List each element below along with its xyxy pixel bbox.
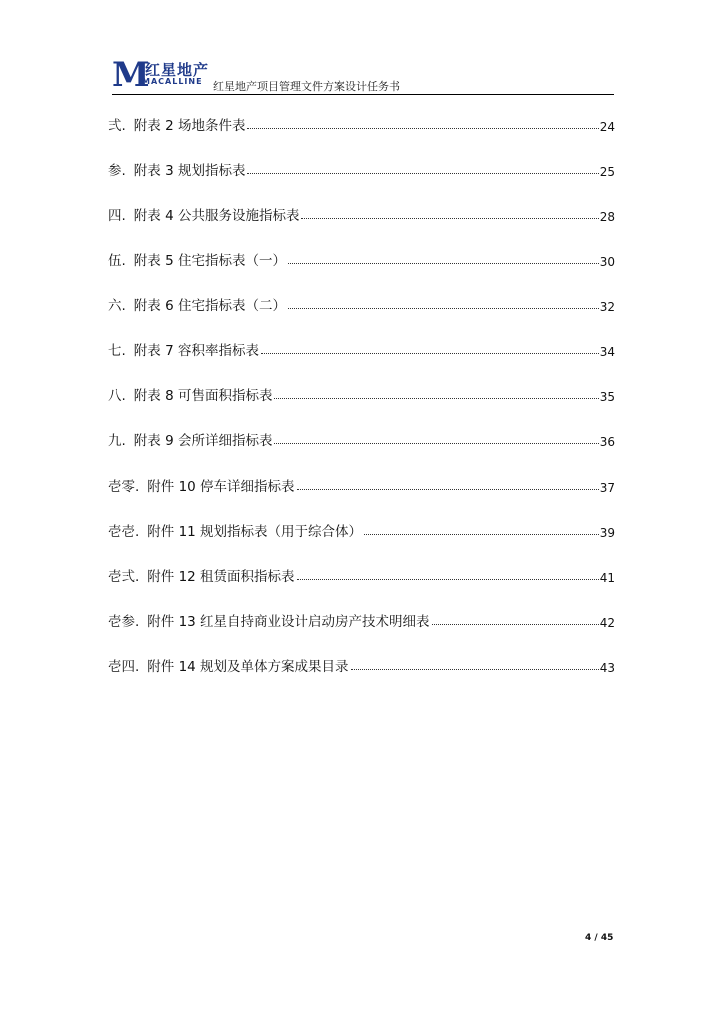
toc-entry[interactable]	[108, 653, 615, 675]
toc-entry[interactable]	[108, 247, 615, 269]
toc-entry[interactable]	[108, 473, 615, 495]
toc-entry[interactable]	[108, 112, 615, 134]
toc-dot-leader	[288, 263, 599, 264]
toc-entry-page: 30	[599, 255, 615, 269]
toc-dot-leader	[432, 624, 599, 625]
toc-entry-page: 35	[599, 390, 615, 404]
toc-dot-leader	[261, 353, 599, 354]
page-number: 4 / 45	[585, 933, 614, 943]
toc-dot-leader	[274, 398, 598, 399]
toc-entry[interactable]	[108, 337, 615, 359]
toc-entry[interactable]	[108, 202, 615, 224]
page-header	[112, 56, 614, 96]
toc-entry-number: 九.	[108, 433, 126, 449]
toc-entry-title: 附件 12 租赁面积指标表	[147, 569, 295, 585]
toc-entry-title: 附件 11 规划指标表（用于综合体）	[147, 524, 363, 540]
logo-mark: M	[112, 55, 150, 95]
toc-entry-page: 36	[599, 435, 615, 449]
toc-entry-page: 34	[599, 345, 615, 359]
toc-entry-page: 39	[599, 526, 615, 540]
toc-entry-page: 25	[599, 165, 615, 179]
toc-entry[interactable]	[108, 518, 615, 540]
toc-dot-leader	[301, 218, 598, 219]
toc-dot-leader	[274, 443, 598, 444]
toc-entry-title: 附件 10 停车详细指标表	[147, 479, 295, 495]
toc-entry-number: 壱壱.	[108, 524, 140, 540]
toc-entry[interactable]	[108, 382, 615, 404]
company-logo	[112, 55, 220, 95]
toc-entry-page: 24	[599, 120, 615, 134]
toc-entry[interactable]	[108, 292, 615, 314]
toc-entry-number: 六.	[108, 298, 126, 314]
toc-entry-number: 七.	[108, 343, 126, 359]
toc-entry-number: 伍.	[108, 253, 126, 269]
toc-entry-title: 附表 2 场地条件表	[133, 118, 246, 134]
toc-entry-title: 附表 8 可售面积指标表	[133, 388, 273, 404]
toc-dot-leader	[364, 534, 599, 535]
toc-entry-page: 28	[599, 210, 615, 224]
toc-entry-title: 附表 4 公共服务设施指标表	[133, 208, 300, 224]
logo-english-name: MACALLINE	[142, 77, 203, 86]
toc-entry-title: 附件 14 规划及单体方案成果目录	[147, 659, 349, 675]
header-divider	[112, 94, 614, 95]
toc-entry-number: 四.	[108, 208, 126, 224]
toc-entry[interactable]	[108, 427, 615, 449]
toc-entry-number: 八.	[108, 388, 126, 404]
toc-entry-title: 附表 9 会所详细指标表	[133, 433, 273, 449]
document-title: 红星地产项目管理文件方案设计任务书	[213, 80, 400, 93]
toc-entry-page: 32	[599, 300, 615, 314]
toc-entry-number: 参.	[108, 163, 126, 179]
toc-entry-number: 壱弍.	[108, 569, 140, 585]
toc-entry-page: 41	[599, 571, 615, 585]
toc-entry-page: 42	[599, 616, 615, 630]
toc-dot-leader	[297, 489, 599, 490]
toc-dot-leader	[288, 308, 599, 309]
toc-entry-number: 壱参.	[108, 614, 140, 630]
toc-entry-title: 附表 6 住宅指标表（二）	[133, 298, 286, 314]
toc-entry-page: 43	[599, 661, 615, 675]
toc-dot-leader	[297, 579, 599, 580]
toc-entry[interactable]	[108, 608, 615, 630]
toc-entry-page: 37	[599, 481, 615, 495]
toc-entry-title: 附表 5 住宅指标表（一）	[133, 253, 286, 269]
toc-entry-number: 壱零.	[108, 479, 140, 495]
toc-entry-title: 附表 3 规划指标表	[133, 163, 246, 179]
toc-entry-number: 弍.	[108, 118, 126, 134]
toc-entry-title: 附件 13 红星自持商业设计启动房产技术明细表	[147, 614, 430, 630]
toc-entry[interactable]	[108, 563, 615, 585]
toc-entry-title: 附表 7 容积率指标表	[133, 343, 259, 359]
toc-entry-number: 壱四.	[108, 659, 140, 675]
toc-dot-leader	[247, 128, 598, 129]
toc-dot-leader	[351, 669, 599, 670]
logo-chinese-name: 红星地产	[145, 61, 210, 79]
toc-entry[interactable]	[108, 157, 615, 179]
toc-dot-leader	[247, 173, 598, 174]
